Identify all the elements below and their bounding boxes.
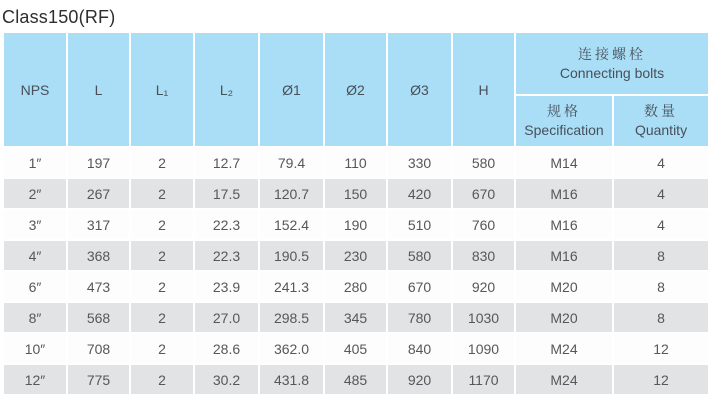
table-cell: 23.9	[194, 271, 259, 302]
table-cell: 473	[67, 271, 130, 302]
table-cell: M24	[515, 364, 613, 395]
table-cell: 298.5	[259, 302, 324, 333]
class150-rf-dimensions-table	[2, 31, 708, 396]
table-cell: 4	[613, 147, 708, 178]
specification-label-zh: 规格	[547, 103, 581, 119]
table-row-12in	[3, 364, 708, 395]
table-cell: 1170	[452, 364, 515, 395]
table-row-2in	[3, 178, 708, 209]
table-cell: 405	[324, 333, 387, 364]
table-row-8in	[3, 302, 708, 333]
col-header-l2: L₂	[194, 32, 259, 147]
connecting-bolts-label-zh: 连接螺栓	[578, 45, 646, 62]
table-cell: 2	[130, 333, 194, 364]
table-cell: 120.7	[259, 178, 324, 209]
table-cell: 485	[324, 364, 387, 395]
table-cell: 2″	[3, 178, 67, 209]
connecting-bolts-label-en: Connecting bolts	[559, 64, 665, 81]
table-row-3in	[3, 209, 708, 240]
table-cell: M14	[515, 147, 613, 178]
table-cell: 8	[613, 271, 708, 302]
table-cell: 2	[130, 178, 194, 209]
table-cell: 17.5	[194, 178, 259, 209]
table-cell: 317	[67, 209, 130, 240]
table-cell: 362.0	[259, 333, 324, 364]
table-cell: 2	[130, 240, 194, 271]
table-cell: 780	[387, 302, 452, 333]
specification-label-en: Specification	[524, 122, 604, 138]
table-cell: 28.6	[194, 333, 259, 364]
table-cell: 3″	[3, 209, 67, 240]
col-header-specification	[515, 95, 613, 147]
table-cell: 670	[452, 178, 515, 209]
table-cell: M20	[515, 302, 613, 333]
table-cell: 8	[613, 302, 708, 333]
table-cell: 8″	[3, 302, 67, 333]
table-cell: 2	[130, 147, 194, 178]
table-cell: 152.4	[259, 209, 324, 240]
quantity-label-en: Quantity	[634, 122, 688, 138]
table-cell: 4″	[3, 240, 67, 271]
col-header-l1: L₁	[130, 32, 194, 147]
col-header-dia2: Ø2	[324, 32, 387, 147]
table-cell: 197	[67, 147, 130, 178]
table-cell: 345	[324, 302, 387, 333]
table-cell: 267	[67, 178, 130, 209]
table-cell: 4	[613, 178, 708, 209]
table-cell: M16	[515, 209, 613, 240]
table-cell: 10″	[3, 333, 67, 364]
table-cell: 8	[613, 240, 708, 271]
table-cell: 330	[387, 147, 452, 178]
table-cell: 568	[67, 302, 130, 333]
table-cell: M16	[515, 240, 613, 271]
table-cell: 230	[324, 240, 387, 271]
table-cell: M20	[515, 271, 613, 302]
table-cell: 580	[452, 147, 515, 178]
table-cell: 12	[613, 333, 708, 364]
table-cell: 2	[130, 271, 194, 302]
table-cell: 4	[613, 209, 708, 240]
table-cell: 920	[387, 364, 452, 395]
table-cell: 760	[452, 209, 515, 240]
col-header-h: H	[452, 32, 515, 147]
table-cell: 22.3	[194, 209, 259, 240]
table-cell: M24	[515, 333, 613, 364]
table-cell: 150	[324, 178, 387, 209]
table-cell: 30.2	[194, 364, 259, 395]
table-cell: 2	[130, 209, 194, 240]
table-cell: 110	[324, 147, 387, 178]
table-cell: 580	[387, 240, 452, 271]
table-cell: 1″	[3, 147, 67, 178]
table-row-6in	[3, 271, 708, 302]
quantity-label-zh: 数量	[644, 103, 678, 119]
table-row-1in	[3, 147, 708, 178]
table-cell: 280	[324, 271, 387, 302]
table-cell: 2	[130, 364, 194, 395]
table-cell: 920	[452, 271, 515, 302]
table-cell: 27.0	[194, 302, 259, 333]
table-cell: 368	[67, 240, 130, 271]
table-cell: 830	[452, 240, 515, 271]
table-cell: 775	[67, 364, 130, 395]
col-header-dia3: Ø3	[387, 32, 452, 147]
table-cell: 670	[387, 271, 452, 302]
table-row-10in	[3, 333, 708, 364]
table-cell: 510	[387, 209, 452, 240]
table-cell: 12″	[3, 364, 67, 395]
col-header-nps: NPS	[3, 32, 67, 147]
table-cell: 1030	[452, 302, 515, 333]
table-cell: 2	[130, 302, 194, 333]
table-cell: 22.3	[194, 240, 259, 271]
table-cell: 6″	[3, 271, 67, 302]
col-header-dia1: Ø1	[259, 32, 324, 147]
table-cell: 241.3	[259, 271, 324, 302]
table-cell: 190.5	[259, 240, 324, 271]
table-cell: 1090	[452, 333, 515, 364]
col-group-header-connecting-bolts	[515, 32, 708, 95]
table-row-4in	[3, 240, 708, 271]
col-header-quantity	[613, 95, 708, 147]
table-cell: 420	[387, 178, 452, 209]
table-cell: 79.4	[259, 147, 324, 178]
col-header-l: L	[67, 32, 130, 147]
page-title: Class150(RF)	[2, 7, 116, 27]
table-cell: M16	[515, 178, 613, 209]
table-cell: 190	[324, 209, 387, 240]
table-cell: 12	[613, 364, 708, 395]
table-cell: 431.8	[259, 364, 324, 395]
table-cell: 708	[67, 333, 130, 364]
table-cell: 12.7	[194, 147, 259, 178]
table-cell: 840	[387, 333, 452, 364]
